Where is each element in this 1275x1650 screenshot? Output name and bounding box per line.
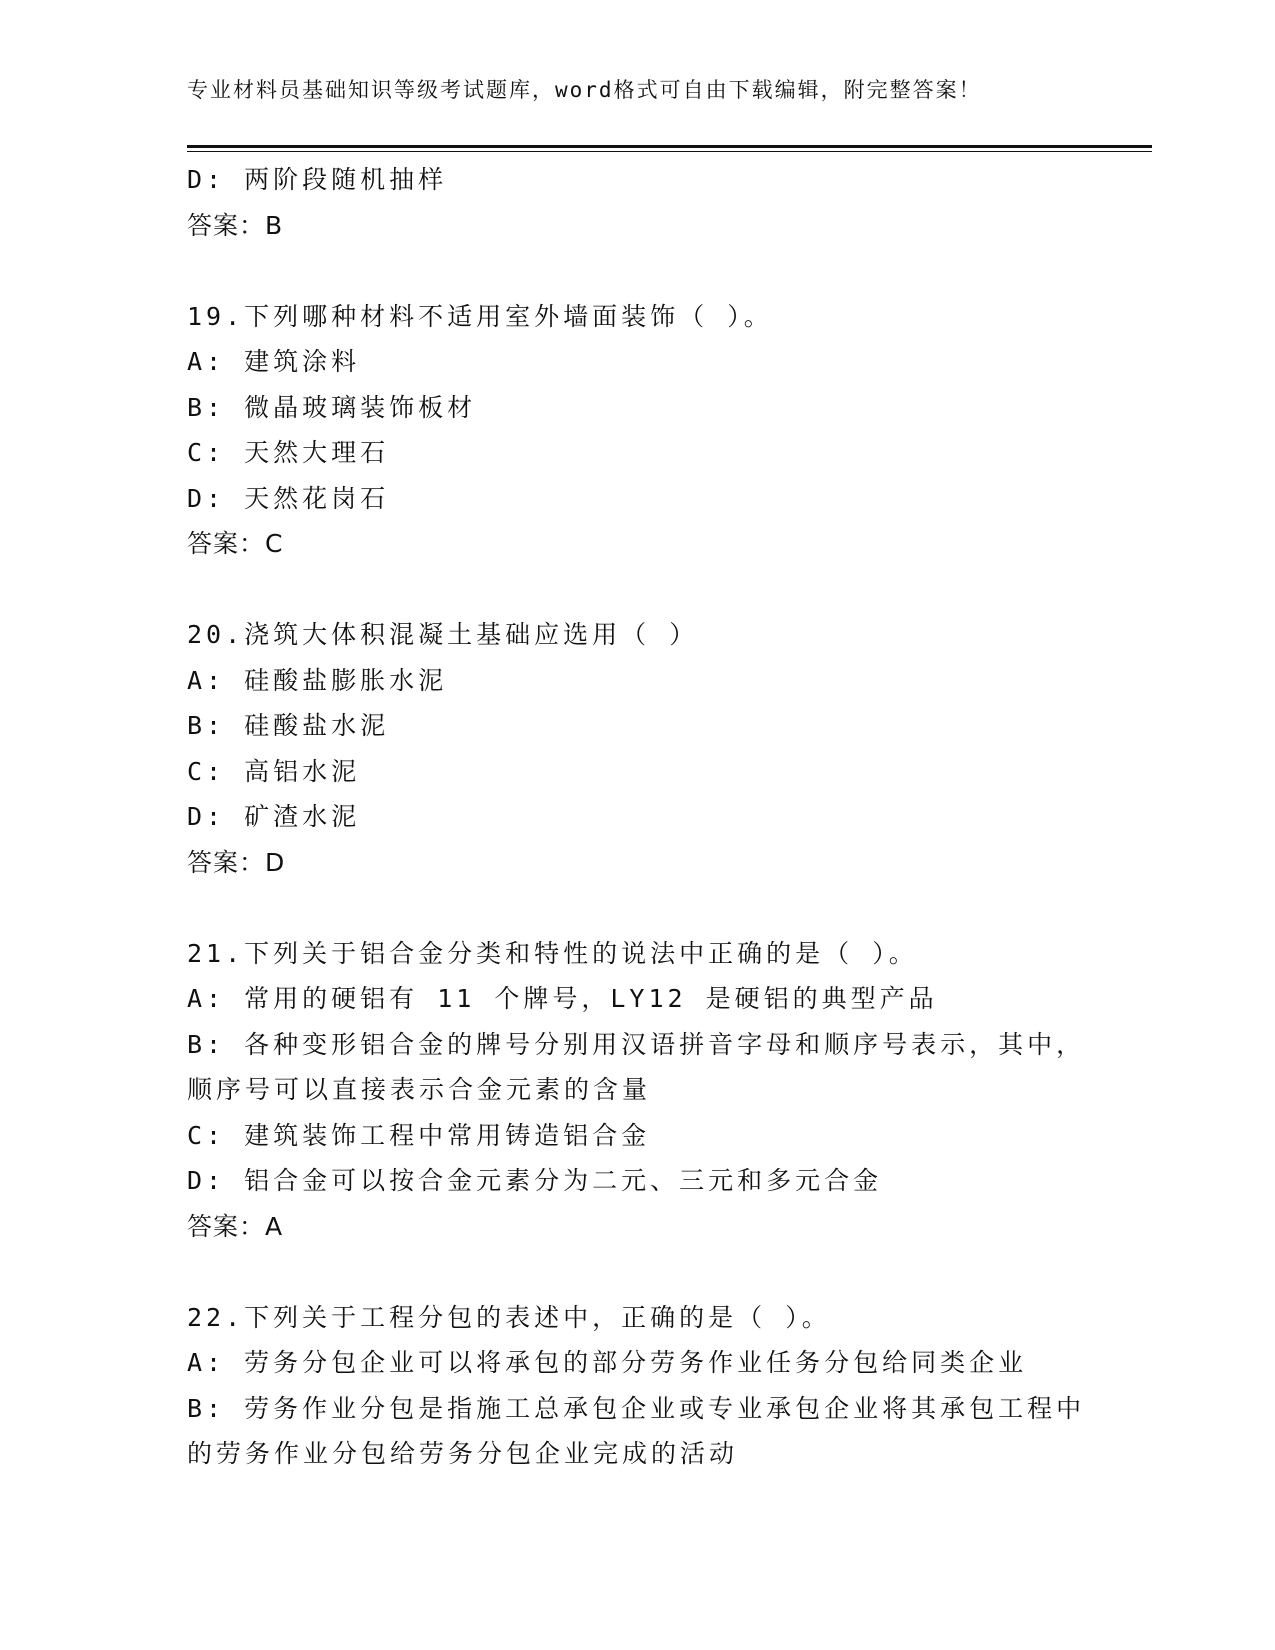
- q19-option-d: D: 天然花岗石: [187, 483, 390, 513]
- header-rule-thick: [187, 145, 1152, 148]
- q22-option-b: B: 劳务作业分包是指施工总承包企业或专业承包企业将其承包工程中: [187, 1393, 1086, 1423]
- q19-stem: 19.下列哪种材料不适用室外墙面装饰（ ）。: [187, 301, 773, 331]
- q20-answer: 答案：D: [187, 847, 286, 877]
- q20-option-d: D: 矿渣水泥: [187, 802, 361, 831]
- q21-option-b-continued: 顺序号可以直接表示合金元素的含量: [187, 1075, 652, 1104]
- spacer: [187, 1249, 1152, 1295]
- q19-option-b: B: 微晶玻璃装饰板材: [187, 392, 477, 422]
- q19-option-c: C: 天然大理石: [187, 438, 390, 467]
- q18-answer: 答案：B: [187, 210, 284, 240]
- q21-option-b: B: 各种变形铝合金的牌号分别用汉语拼音字母和顺序号表示，其中，: [187, 1029, 1086, 1059]
- spacer: [187, 567, 1152, 613]
- q20-stem: 20.浇筑大体积混凝土基础应选用（ ）: [187, 620, 699, 649]
- q19-answer: 答案：C: [187, 529, 284, 558]
- q22-option-b-continued: 的劳务作业分包给劳务分包企业完成的活动: [187, 1439, 739, 1468]
- q21-option-a: A: 常用的硬铝有 11 个牌号，LY12 是硬铝的典型产品: [187, 984, 938, 1013]
- q20-option-b: B: 硅酸盐水泥: [187, 711, 390, 740]
- spacer: [187, 248, 1152, 294]
- q21-option-c: C: 建筑装饰工程中常用铸造铝合金: [187, 1120, 651, 1150]
- q22-option-a: A: 劳务分包企业可以将承包的部分劳务作业任务分包给同类企业: [187, 1348, 1028, 1377]
- q22-stem: 22.下列关于工程分包的表述中，正确的是（ ）。: [187, 1302, 831, 1332]
- q19-option-a: A: 建筑涂料: [187, 347, 361, 376]
- q20-option-a: A: 硅酸盐膨胀水泥: [187, 665, 448, 695]
- q18-option-d: D: 两阶段随机抽样: [187, 165, 448, 194]
- q21-answer: 答案：A: [187, 1211, 284, 1241]
- header-rule-thin: [187, 151, 1152, 152]
- q20-option-c: C: 高铝水泥: [187, 756, 361, 786]
- document-body: [187, 157, 1152, 1477]
- q21-option-d: D: 铝合金可以按合金元素分为二元、三元和多元合金: [187, 1166, 883, 1195]
- page-header: 专业材料员基础知识等级考试题库，word格式可自由下载编辑，附完整答案！: [187, 78, 982, 102]
- q21-stem: 21.下列关于铝合金分类和特性的说法中正确的是（ ）。: [187, 938, 918, 968]
- spacer: [187, 885, 1152, 931]
